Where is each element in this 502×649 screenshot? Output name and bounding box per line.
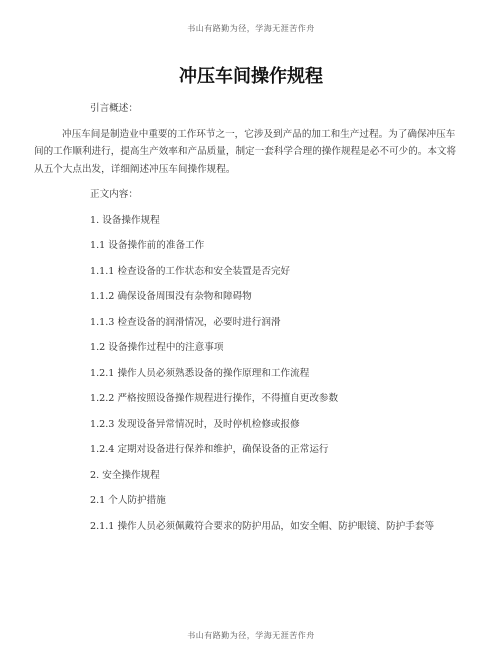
list-item: 1.1.3 检查设备的润滑情况，必要时进行润滑 (90, 316, 281, 328)
header-motto: 书山有路勤为径，学海无涯苦作舟 (187, 24, 315, 33)
document-body (34, 100, 457, 543)
page-title: 冲压车间操作规程 (179, 66, 323, 87)
intro-heading: 引言概述： (90, 103, 138, 114)
body-heading: 正文内容： (90, 189, 138, 200)
intro-paragraph: 冲压车间是制造业中重要的工作环节之一，它涉及到产品的加工和生产过程。为了确保冲压车间的工作顺利进行，提高生产效率和产品质量，制定一套科学合理的操作规程是必不可少的。本文将从五个大点出发，详细阐述冲压车间操作规程。 (34, 128, 457, 175)
list-item: 1.2.1 操作人员必须熟悉设备的操作原理和工作流程 (90, 367, 310, 379)
list-item: 1.1 设备操作前的准备工作 (90, 240, 205, 251)
list-item: 2.1.1 操作人员必须佩戴符合要求的防护用品，如安全帽、防护眼镜、防护手套等 (90, 520, 435, 532)
list-item: 1.1.2 确保设备周围没有杂物和障碍物 (90, 291, 252, 302)
footer-motto: 书山有路勤为径，学海无涯苦作舟 (187, 631, 315, 640)
list-item: 1.2.2 严格按照设备操作规程进行操作，不得擅自更改参数 (90, 393, 339, 404)
list-item: 1.2.4 定期对设备进行保养和维护，确保设备的正常运行 (90, 444, 329, 455)
list-item: 1.2 设备操作过程中的注意事项 (90, 342, 224, 353)
list-item: 2. 安全操作规程 (90, 469, 160, 481)
list-item: 1.1.1 检查设备的工作状态和安全装置是否完好 (90, 265, 291, 277)
list-item: 1. 设备操作规程 (90, 214, 160, 226)
list-item: 2.1 个人防护措施 (90, 495, 166, 506)
list-item: 1.2.3 发现设备异常情况时，及时停机检修或报修 (90, 418, 300, 430)
